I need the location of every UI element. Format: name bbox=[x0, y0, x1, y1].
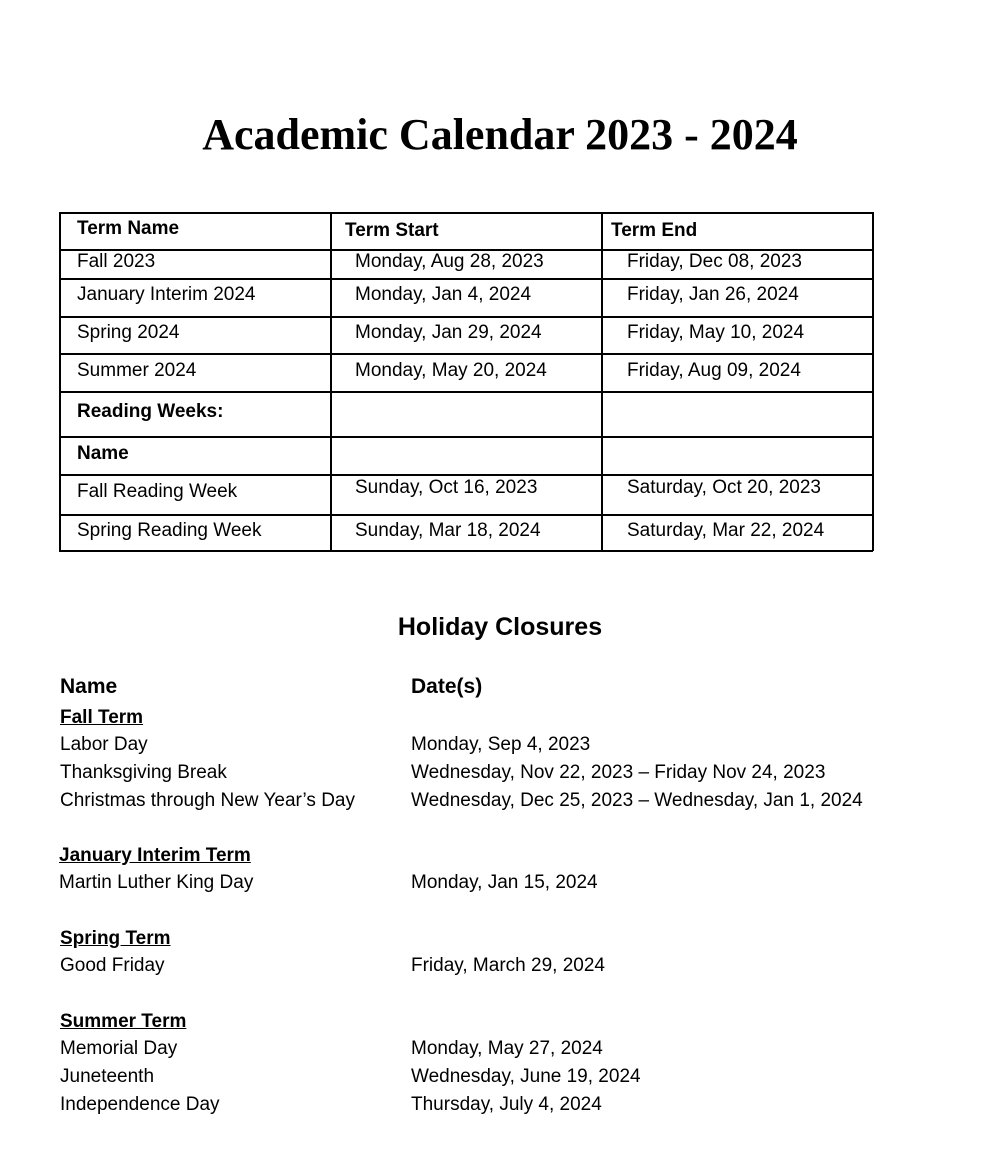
holiday-dates: Wednesday, June 19, 2024 bbox=[411, 1066, 641, 1087]
term-row-start: Monday, Jan 29, 2024 bbox=[355, 322, 542, 343]
reading-row-end: Saturday, Mar 22, 2024 bbox=[627, 520, 825, 541]
term-heading-spring: Spring Term bbox=[60, 928, 171, 949]
table-border-bottom bbox=[59, 550, 873, 552]
table-divider bbox=[59, 436, 873, 438]
term-heading-fall: Fall Term bbox=[60, 707, 144, 728]
page-title: Academic Calendar 2023 - 2024 bbox=[202, 110, 798, 159]
term-row-end: Friday, Dec 08, 2023 bbox=[627, 251, 802, 272]
holiday-name: Labor Day bbox=[60, 734, 148, 755]
header-term-name: Term Name bbox=[77, 218, 180, 239]
reading-row-start: Sunday, Mar 18, 2024 bbox=[355, 520, 541, 541]
holiday-dates: Thursday, July 4, 2024 bbox=[411, 1094, 602, 1115]
holiday-dates: Wednesday, Nov 22, 2023 – Friday Nov 24, 2023 bbox=[411, 762, 826, 783]
holiday-dates: Wednesday, Dec 25, 2023 – Wednesday, Jan 1, 2024 bbox=[411, 790, 863, 811]
table-divider bbox=[59, 353, 873, 355]
table-divider bbox=[59, 391, 873, 393]
reading-row-start: Sunday, Oct 16, 2023 bbox=[355, 477, 538, 498]
holiday-dates: Monday, Sep 4, 2023 bbox=[411, 734, 591, 755]
holiday-name-header: Name bbox=[60, 675, 118, 698]
table-divider bbox=[59, 514, 873, 516]
header-term-end: Term End bbox=[611, 220, 698, 241]
holiday-name: Thanksgiving Break bbox=[60, 762, 227, 783]
term-row-end: Friday, Jan 26, 2024 bbox=[627, 284, 799, 305]
holiday-name: Good Friday bbox=[60, 955, 165, 976]
term-row-start: Monday, Jan 4, 2024 bbox=[355, 284, 532, 305]
holiday-name: Christmas through New Year’s Day bbox=[60, 790, 355, 811]
term-row-name: Summer 2024 bbox=[77, 360, 197, 381]
reading-row-name: Fall Reading Week bbox=[77, 481, 238, 502]
holiday-dates: Friday, March 29, 2024 bbox=[411, 955, 605, 976]
holiday-name: Martin Luther King Day bbox=[59, 872, 254, 893]
term-heading-january-interim: January Interim Term bbox=[59, 845, 251, 866]
reading-row-name: Spring Reading Week bbox=[77, 520, 262, 541]
reading-weeks-label: Reading Weeks: bbox=[77, 401, 224, 422]
holiday-dates-header: Date(s) bbox=[411, 675, 483, 698]
table-col-divider bbox=[330, 212, 332, 551]
header-term-start: Term Start bbox=[345, 220, 439, 241]
table-col-divider bbox=[601, 212, 603, 551]
table-divider bbox=[59, 474, 873, 476]
holiday-closures-title: Holiday Closures bbox=[397, 613, 603, 641]
term-row-name: Fall 2023 bbox=[77, 251, 156, 272]
holiday-name: Juneteenth bbox=[60, 1066, 155, 1087]
holiday-name: Memorial Day bbox=[60, 1038, 178, 1059]
table-border-left bbox=[59, 212, 61, 551]
term-row-name: January Interim 2024 bbox=[77, 284, 256, 305]
holiday-name: Independence Day bbox=[60, 1094, 220, 1115]
term-row-start: Monday, May 20, 2024 bbox=[355, 360, 547, 381]
term-row-end: Friday, Aug 09, 2024 bbox=[627, 360, 801, 381]
term-heading-summer: Summer Term bbox=[60, 1011, 187, 1032]
holiday-dates: Monday, Jan 15, 2024 bbox=[411, 872, 598, 893]
reading-row-end: Saturday, Oct 20, 2023 bbox=[627, 477, 821, 498]
term-row-end: Friday, May 10, 2024 bbox=[627, 322, 805, 343]
reading-name-label: Name bbox=[77, 443, 129, 464]
term-row-name: Spring 2024 bbox=[77, 322, 180, 343]
table-border-right bbox=[872, 212, 874, 551]
term-row-start: Monday, Aug 28, 2023 bbox=[355, 251, 544, 272]
table-divider bbox=[59, 316, 873, 318]
table-border-top bbox=[59, 212, 873, 214]
table-divider bbox=[59, 278, 873, 280]
holiday-dates: Monday, May 27, 2024 bbox=[411, 1038, 603, 1059]
